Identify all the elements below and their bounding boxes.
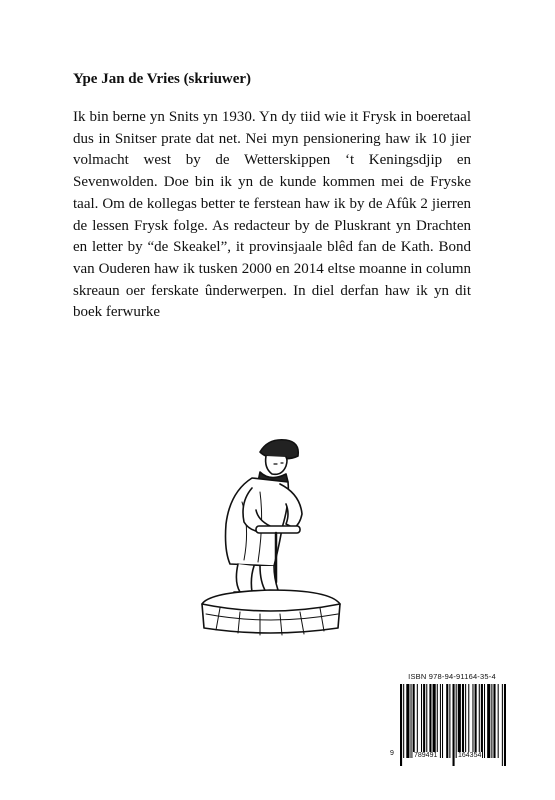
barcode-left-digits: 789491 xyxy=(414,752,438,759)
woodcarver-illustration xyxy=(190,432,350,637)
author-bio: Ik bin berne yn Snits yn 1930. Yn dy tiid wie it Frysk in boeretaal dus in Snitser prate dat net. Nei myn pensionering haw ik 10 jier volmacht west by de Wetterskippen ‘t Keningsdjip en Sevenwolden. Doe bin ik yn de kunde kommen mei de Fryske taal. Om de kollegas better te ferstean haw ik by de Afûk 2 jierren de lessen Frysk folge. As redacteur by de Pluskrant yn Drachten en letter by “de Skeakel”, it provinsjaale blêd fan de Kath. Bond van Ouderen haw ik tusken 2000 en 2014 eltse moanne in column skreaun oer ferskate ûnderwerpen. In diel derfan haw ik yn dit boek ferwurke xyxy=(73,109,471,321)
isbn-barcode xyxy=(390,672,507,772)
author-heading: Ype Jan de Vries (skriuwer) xyxy=(73,71,252,87)
barcode-right-digits: 164354 xyxy=(458,752,482,759)
isbn-label: ISBN 978-94-91164-35-4 xyxy=(408,672,496,681)
barcode-first-digit: 9 xyxy=(390,750,394,757)
